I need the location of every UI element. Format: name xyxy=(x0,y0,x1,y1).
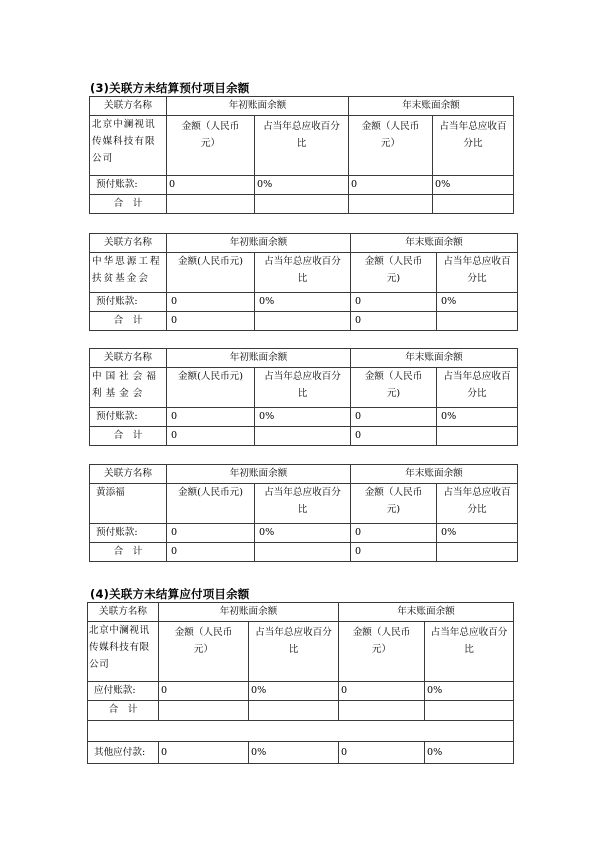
party-header: 关联方名称 xyxy=(90,465,167,484)
row-label: 预付账款: xyxy=(90,524,167,543)
begin-pct-label: 占当年总应收百分比 xyxy=(255,116,349,176)
begin-amount-label: 金额（人民币元） xyxy=(167,116,255,176)
begin-amount: 0 xyxy=(167,176,255,195)
end-pct: 0% xyxy=(437,408,518,427)
end-pct: 0% xyxy=(437,524,518,543)
begin-pct-label: 占当年总应收百分比 xyxy=(255,253,351,293)
party-header: 关联方名称 xyxy=(90,97,167,116)
total-label: 合 计 xyxy=(90,312,167,331)
empty-cell xyxy=(255,312,351,331)
begin-pct-label: 占当年总应收百分比 xyxy=(255,484,351,524)
end-amount-label: 金额（人民币元) xyxy=(351,484,437,524)
prepaid-table-welfare xyxy=(89,348,518,446)
end-balance-header: 年末账面余额 xyxy=(351,349,518,368)
other-payables-label: 其他应付款: xyxy=(88,742,159,764)
empty-cell xyxy=(437,543,518,562)
end-amount: 0 xyxy=(351,408,437,427)
empty-cell xyxy=(255,427,351,446)
empty-cell xyxy=(339,701,425,721)
end-amount-label: 金额（人民币元） xyxy=(339,622,425,682)
begin-balance-header: 年初账面余额 xyxy=(167,97,349,116)
row-label: 预付账款: xyxy=(90,408,167,427)
party-name: 北京中澜视讯传媒科技有限公司 xyxy=(90,116,167,176)
end-amount: 0 xyxy=(351,524,437,543)
begin-pct: 0% xyxy=(255,293,351,312)
total-end: 0 xyxy=(351,427,437,446)
end-pct-label: 占当年总应收百分比 xyxy=(425,622,514,682)
spacer-row xyxy=(88,721,514,742)
begin-pct: 0% xyxy=(255,176,349,195)
total-begin: 0 xyxy=(167,312,255,331)
begin-amount: 0 xyxy=(167,408,255,427)
total-label: 合 计 xyxy=(90,427,167,446)
prepaid-table-siyuan xyxy=(89,233,518,331)
total-label: 合 计 xyxy=(90,195,167,214)
empty-cell xyxy=(437,312,518,331)
begin-pct: 0% xyxy=(255,524,351,543)
empty-cell xyxy=(433,195,514,214)
end-balance-header: 年末账面余额 xyxy=(349,97,514,116)
empty-cell xyxy=(249,701,339,721)
section3-title: (3)关联方未结算预付项目余额 xyxy=(90,81,250,95)
party-name: 黄添福 xyxy=(90,484,167,524)
section4-title: (4)关联方未结算应付项目余额 xyxy=(90,587,250,601)
party-name: 中国社会福利基金会 xyxy=(90,368,167,408)
party-header: 关联方名称 xyxy=(90,234,167,253)
other-begin-pct: 0% xyxy=(249,742,339,764)
total-label: 合 计 xyxy=(90,543,167,562)
begin-amount-label: 金额(人民币元) xyxy=(167,253,255,293)
begin-pct-label: 占当年总应收百分比 xyxy=(249,622,339,682)
end-pct: 0% xyxy=(437,293,518,312)
total-label: 合 计 xyxy=(88,701,159,721)
end-amount: 0 xyxy=(349,176,433,195)
end-pct-label: 占当年总应收百分比 xyxy=(437,484,518,524)
empty-cell xyxy=(255,195,349,214)
total-end: 0 xyxy=(351,543,437,562)
begin-balance-header: 年初账面余额 xyxy=(167,465,351,484)
prepaid-table-huang xyxy=(89,464,518,562)
begin-balance-header: 年初账面余额 xyxy=(159,603,339,622)
party-name: 北京中澜视讯传媒科技有限公司 xyxy=(88,622,159,682)
begin-pct: 0% xyxy=(255,408,351,427)
end-pct-label: 占当年总应收百分比 xyxy=(433,116,514,176)
end-balance-header: 年末账面余额 xyxy=(339,603,514,622)
total-begin: 0 xyxy=(167,543,255,562)
total-begin xyxy=(167,195,255,214)
party-header: 关联方名称 xyxy=(90,349,167,368)
row-label: 应付账款: xyxy=(88,682,159,701)
end-balance-header: 年末账面余额 xyxy=(351,465,518,484)
end-amount: 0 xyxy=(351,293,437,312)
begin-balance-header: 年初账面余额 xyxy=(167,234,351,253)
empty-cell xyxy=(425,701,514,721)
begin-pct-label: 占当年总应收百分比 xyxy=(255,368,351,408)
begin-amount-label: 金额(人民币元) xyxy=(167,368,255,408)
empty-cell xyxy=(437,427,518,446)
party-header: 关联方名称 xyxy=(88,603,159,622)
row-label: 预付账款: xyxy=(90,293,167,312)
end-balance-header: 年末账面余额 xyxy=(351,234,518,253)
other-end-pct: 0% xyxy=(425,742,514,764)
end-pct-label: 占当年总应收百分比 xyxy=(437,368,518,408)
total-end xyxy=(349,195,433,214)
end-amount: 0 xyxy=(339,682,425,701)
begin-amount: 0 xyxy=(167,524,255,543)
begin-amount: 0 xyxy=(167,293,255,312)
begin-amount-label: 金额（人民币元） xyxy=(159,622,249,682)
total-begin: 0 xyxy=(167,427,255,446)
total-end: 0 xyxy=(351,312,437,331)
end-amount-label: 金额（人民币元) xyxy=(351,253,437,293)
end-amount-label: 金额（人民币元) xyxy=(351,368,437,408)
empty-cell xyxy=(159,701,249,721)
prepaid-table-beijing xyxy=(89,96,514,214)
end-pct-label: 占当年总应收百分比 xyxy=(437,253,518,293)
row-label: 预付账款: xyxy=(90,176,167,195)
payable-table-beijing xyxy=(87,602,514,764)
party-name: 中华思源工程扶贫基金会 xyxy=(90,253,167,293)
begin-amount: 0 xyxy=(159,682,249,701)
end-pct: 0% xyxy=(433,176,514,195)
begin-amount-label: 金额(人民币元) xyxy=(167,484,255,524)
begin-pct: 0% xyxy=(249,682,339,701)
empty-cell xyxy=(255,543,351,562)
other-end-amount: 0 xyxy=(339,742,425,764)
end-pct: 0% xyxy=(425,682,514,701)
begin-balance-header: 年初账面余额 xyxy=(167,349,351,368)
other-begin-amount: 0 xyxy=(159,742,249,764)
end-amount-label: 金额（人民币元） xyxy=(349,116,433,176)
